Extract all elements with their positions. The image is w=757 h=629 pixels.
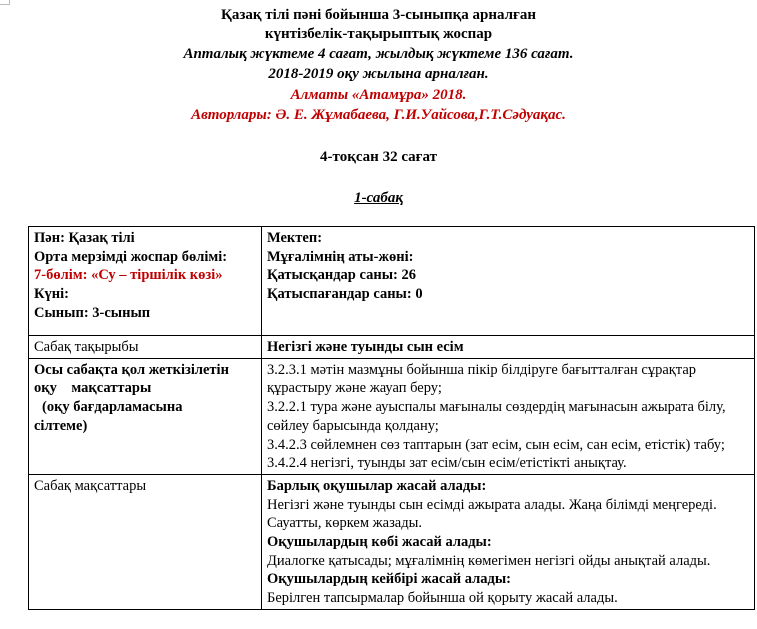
present-count: Қатысқандар саны: 26 [267,267,416,284]
objective-item: 3.4.2.3 сөйлемнен сөз таптарын (зат есім, сын есім, сан есім, етістік) табу; [267,436,725,453]
goals-all-text: Негізгі және туынды сын есімді ажырата алады. Жаңа білімді меңгереді. Сауатты, көркем жазады. [267,496,717,532]
objectives-label-line: Осы сабақта қол жеткізілетін [34,361,229,378]
info-right-cell [262,227,755,336]
header-line-4: 2018-2019 оқу жылына арналған. [268,66,489,82]
table-row [29,474,755,609]
quarter-heading: 4-тоқсан 32 сағат [320,149,437,165]
objective-item: 3.2.3.1 мәтін мазмұны бойынша пікір білдіруге бағытталған сұрақтар құрастыру және жауап беру; [267,361,697,397]
goals-some-heading: Оқушылардың кейбірі жасай алады: [267,571,511,588]
subject-field: Пән: Қазақ тілі [34,230,135,246]
goals-content [262,474,755,609]
header-authors: Авторлары: Ә. Е. Жұмабаева, Г.И.Уайсова,Г.Т.Сәдуақас. [191,107,566,123]
table-row [29,227,755,336]
objective-item: 3.4.2.4 негізгі, туынды зат есім/сын есім/етістікті анықтау. [267,455,627,472]
absent-count: Қатыспағандар саны: 0 [267,286,423,303]
lesson-heading: 1-сабақ [354,190,403,206]
objectives-label-line: оқу мақсаттары [34,380,152,397]
objectives-list [262,358,755,474]
topic-label: Сабақ тақырыбы [29,336,262,359]
header-publisher: Алматы «Атамұра» 2018. [290,87,467,103]
goals-all-heading: Барлық оқушылар жасай алады: [267,477,487,494]
section-label: Орта мерзімді жоспар бөлімі: [34,248,228,265]
school-field: Мектеп: [267,230,323,246]
header-line-3: Апталық жүктеме 4 сағат, жылдық жүктеме 136 сағат. [183,46,574,62]
info-left-cell [29,227,262,336]
goals-most-text: Диалогке қатысады; мұғалімнің көмегімен негізгі ойды анықтай алады. [267,552,711,569]
teacher-field: Мұғалімнің аты-жөні: [267,248,414,265]
header-line-2: күнтізбелік-тақырыптық жоспар [264,26,493,42]
goals-some-text: Берілген тапсырмалар бойынша ой қорыту жасай алады. [267,590,618,607]
goals-most-heading: Оқушылардың көбі жасай алады: [267,534,492,551]
section-value: 7-бөлім: «Су – тіршілік көзі» [34,267,223,284]
topic-value: Негізгі және туынды сын есім [262,336,755,359]
table-row [29,336,755,359]
lesson-plan-table [28,226,755,610]
header-line-1: Қазақ тілі пәні бойынша 3-сыныпқа арналған [221,7,536,23]
objectives-label-line: (оқу бағдарламасына [42,399,183,416]
objectives-label-line: сілтеме) [34,417,88,434]
objectives-label [29,358,262,474]
objective-item: 3.2.2.1 тура және ауыспалы мағыналы сөздердің мағынасын ажырата білу, сөйлеу барысында қолдану; [267,399,726,434]
goals-label: Сабақ мақсаттары [29,474,262,609]
day-field: Күні: [34,286,69,303]
page-corner-marker [0,0,10,5]
grade-field: Сынып: 3-сынып [34,304,151,321]
table-row [29,358,755,474]
